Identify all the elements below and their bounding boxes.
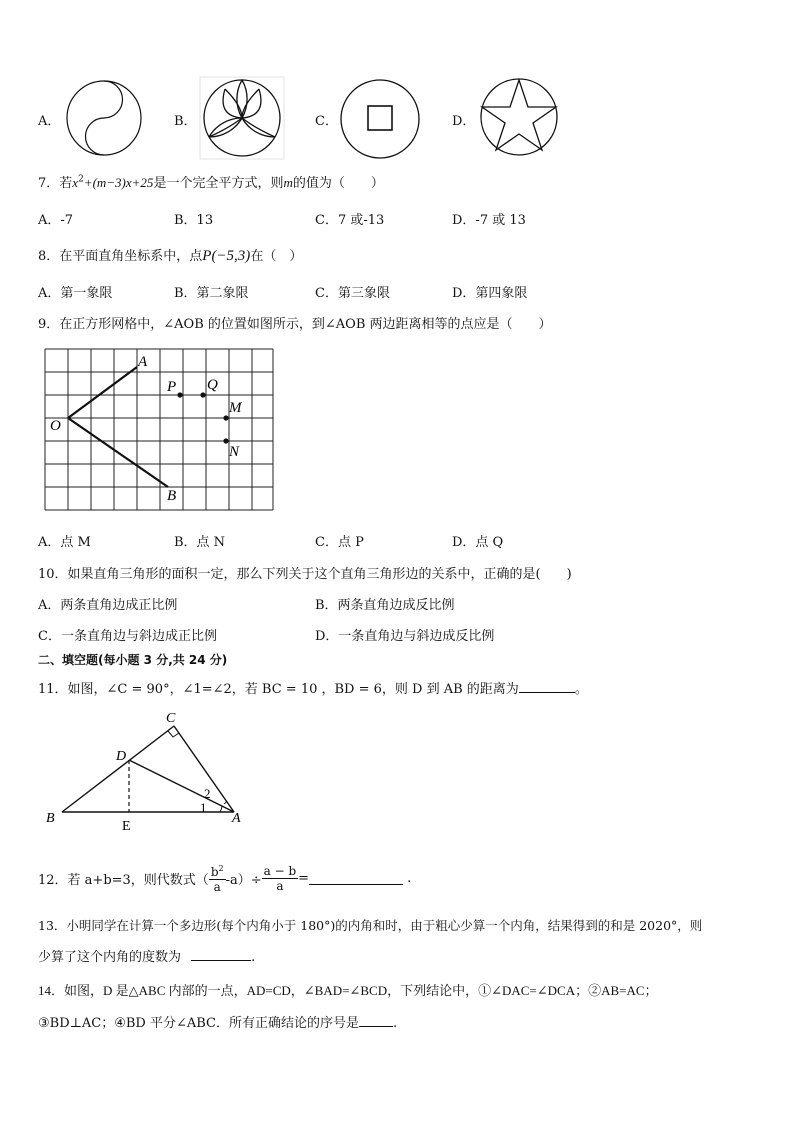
star-in-circle-icon	[478, 76, 560, 158]
q14-line2-before: ③BD⊥AC；④BD 平分∠ABC．所有正确结论的序号是	[38, 1016, 359, 1031]
q12-minus-a: -a）÷	[225, 872, 262, 888]
q7-text-after: 是一个完全平方式，则	[153, 176, 284, 191]
label-e: E	[122, 819, 131, 834]
q7-expr-mid: +(m−3)x+25	[83, 175, 154, 190]
q12-equals: =	[298, 870, 310, 886]
q12-frac2-den: a	[276, 878, 284, 893]
q8-option-c[interactable]: C．第三象限	[315, 286, 390, 301]
label-b: B	[46, 811, 55, 826]
ray-ob	[68, 418, 168, 487]
q8-option-a[interactable]: A．第一象限	[38, 286, 113, 301]
label-angle-2: 2	[204, 786, 211, 801]
q6-option-a-letter: A．	[38, 114, 61, 129]
q14-line-2	[38, 1012, 397, 1031]
label-angle-1: 1	[200, 800, 207, 815]
point-q	[200, 392, 205, 397]
ray-oa	[68, 367, 137, 418]
q6-option-d-letter: D．	[452, 114, 476, 129]
q13-line2-end: .	[251, 950, 256, 965]
q8-text-after: 在（ ）	[250, 249, 303, 264]
q7-expr-sup: 2	[78, 174, 84, 185]
q9-option-c[interactable]: C．点 P	[315, 535, 364, 550]
angle-1-arc	[220, 806, 222, 812]
q7-option-b[interactable]: B．13	[174, 213, 214, 228]
q11-triangle-figure	[42, 708, 252, 836]
q7-option-a[interactable]: A．-7	[38, 213, 74, 228]
q6-option-b-letter: B．	[174, 114, 197, 129]
q8-option-b[interactable]: B．第二象限	[174, 286, 249, 301]
three-petal-circle-icon	[199, 76, 285, 160]
q9-option-b[interactable]: B．点 N	[174, 535, 226, 550]
label-d: D	[116, 749, 127, 764]
q6-option-c-letter: C．	[315, 114, 338, 129]
side-bc	[62, 726, 174, 812]
q12-fraction-2	[262, 864, 299, 893]
q12-end: .	[407, 870, 412, 886]
q8-option-d[interactable]: D．第四象限	[452, 286, 528, 301]
label-m: M	[229, 400, 242, 416]
label-q: Q	[207, 377, 218, 393]
label-c: C	[166, 711, 176, 726]
label-a: A	[232, 811, 241, 826]
segment-da	[129, 760, 234, 812]
q11-stem	[38, 678, 588, 697]
q7-number: 7．若	[38, 176, 73, 191]
q7-var-m: m	[283, 175, 293, 190]
q10-option-a[interactable]: A．两条直角边成正比例	[38, 598, 178, 613]
label-b: B	[167, 488, 177, 504]
q8-stem	[38, 245, 302, 265]
q13-line2-before: 少算了这个内角的度数为	[38, 950, 182, 965]
q11-answer-blank[interactable]	[519, 680, 575, 693]
q13-answer-blank[interactable]	[191, 948, 251, 961]
q11-text-end: 。	[574, 682, 588, 697]
q8-point: P(−5,3)	[202, 248, 251, 264]
q12-frac2-num: a − b	[263, 863, 297, 878]
label-a: A	[138, 354, 148, 370]
q14-line-1: 14．如图，D 是△ABC 内部的一点，AD=CD，∠BAD=∠BCD，下列结论中，①∠DAC=∠DCA；②AB=AC；	[38, 983, 658, 998]
q8-text-before: 8．在平面直角坐标系中，点	[38, 249, 203, 264]
q7-option-d[interactable]: D．-7 或 13	[452, 213, 526, 228]
q10-option-c[interactable]: C．一条直角边与斜边成正比例	[38, 629, 217, 644]
q7-stem	[38, 172, 384, 191]
q14-line2-end: .	[392, 1016, 398, 1031]
q13-line-2	[38, 946, 255, 965]
q9-stem: 9．在正方形网格中，∠AOB 的位置如图所示，到∠AOB 两边距离相等的点应是（ ）	[38, 317, 552, 332]
q10-option-d[interactable]: D．一条直角边与斜边成反比例	[315, 629, 495, 644]
q12-frac1-den: a	[213, 880, 221, 894]
q12-answer-blank[interactable]	[309, 872, 403, 885]
q11-text-before: 11．如图，∠C = 90°，∠1=∠2，若 BC = 10 ，BD = 6，则 D 到 AB 的距离为	[38, 682, 519, 697]
point-n	[223, 438, 228, 443]
label-p: P	[167, 379, 177, 395]
label-o: O	[50, 418, 61, 434]
q9-grid-figure	[40, 344, 280, 516]
section-2-title: 二、填空题(每小题 3 分,共 24 分)	[38, 653, 228, 667]
point-m	[223, 415, 228, 420]
point-p	[177, 392, 182, 397]
q12-text-before: 12．若 a+b=3，则代数式（	[38, 872, 209, 888]
q10-option-b[interactable]: B．两条直角边成反比例	[315, 598, 455, 613]
q10-stem: 10．如果直角三角形的面积一定，那么下列关于这个直角三角形边的关系中，正确的是( )	[38, 567, 572, 582]
q7-option-c[interactable]: C．7 或-13	[315, 213, 385, 228]
coin-square-hole-icon	[338, 77, 422, 161]
q7-expr-x: x	[72, 175, 79, 190]
q7-text-end: 的值为（ ）	[292, 176, 384, 191]
q13-line-1: 13．小明同学在计算一个多边形(每个内角小于 180°)的内角和时，由于粗心少算一个内角，结果得到的和是 2020°，则	[38, 918, 703, 933]
q12-frac1-num: b	[210, 865, 219, 879]
q12-fraction-1	[209, 862, 226, 894]
q12-stem	[38, 858, 411, 898]
q9-option-a[interactable]: A．点 M	[38, 535, 91, 550]
yin-yang-icon	[64, 78, 144, 158]
q12-frac1-sup: 2	[218, 864, 224, 873]
q14-answer-blank[interactable]	[359, 1014, 393, 1027]
q9-option-d[interactable]: D．点 Q	[452, 535, 504, 550]
label-n: N	[229, 444, 240, 460]
grid-lines	[45, 349, 273, 510]
